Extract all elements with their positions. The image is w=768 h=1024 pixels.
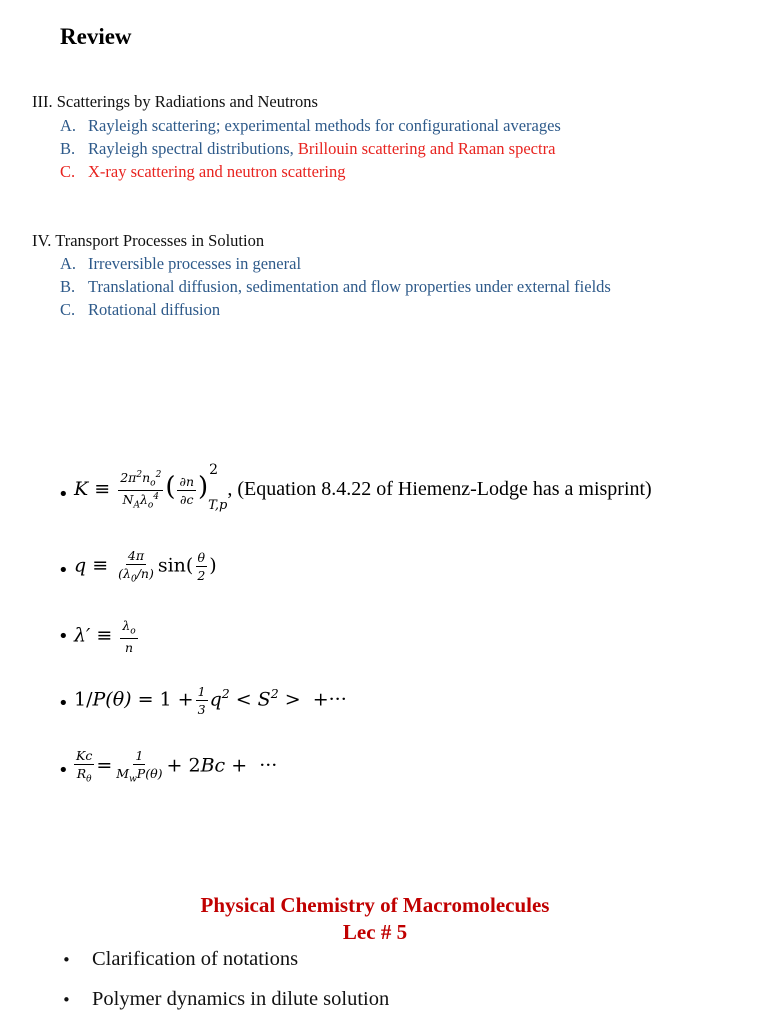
bullet-dot: • xyxy=(58,693,69,714)
item-text: Rayleigh spectral distributions, xyxy=(88,139,294,158)
item-text: Rayleigh scattering; experimental methods for configurational averages xyxy=(88,116,561,135)
bullet-dot: • xyxy=(58,760,69,781)
equation-kc-r: $\frac{Kc}{R_\theta}$ = $\frac{1}{M_wP(\theta)}$ + 2Bc + ··· xyxy=(76,748,278,785)
equation-lambda-prime: λ′ ≡ $\frac{\lambda_o}{n}$ xyxy=(74,618,136,655)
bullet-dot: • xyxy=(58,484,69,505)
lecture-bullet xyxy=(62,988,389,1011)
section-iv-item-c xyxy=(60,300,220,320)
lecture-bullet-text: Polymer dynamics in dilute solution xyxy=(92,988,390,1010)
item-text-highlight: Brillouin scattering and Raman spectra xyxy=(293,139,556,158)
equation-q: q ≡ $\frac{4\pi}{(\lambda_0/n)}$ sin( $\frac{\theta}{2}$ ) xyxy=(74,548,217,585)
bullet-dot: • xyxy=(62,991,71,1009)
page-title: Review xyxy=(60,24,132,49)
section-iii-heading: III. Scatterings by Radiations and Neutrons xyxy=(32,92,318,111)
section-iii-item-b xyxy=(60,139,555,159)
lecture-bullet xyxy=(62,948,298,971)
item-text: X-ray scattering and neutron scattering xyxy=(88,162,346,181)
item-text: Rotational diffusion xyxy=(88,300,221,319)
bullet-dot: • xyxy=(58,560,69,581)
item-number: C. xyxy=(60,162,76,181)
equation-k: K ≡ $\frac{2\pi^2n_o^2}{N_A\lambda_o^4}$ ( $\frac{\partial n}{\partial c}$ ) 2 $_{T,p}$, (Equation 8.4.22 of Hiemenz-Lodge has a misprint) xyxy=(74,462,652,514)
item-number: B. xyxy=(60,277,76,296)
lecture-number: Lec # 5 xyxy=(342,920,408,944)
lecture-title: Physical Chemistry of Macromolecules xyxy=(200,893,550,917)
section-iii-item-a xyxy=(60,116,561,136)
item-number: C. xyxy=(60,300,76,319)
item-text: Irreversible processes in general xyxy=(88,254,302,273)
bullet-dot: • xyxy=(62,951,71,969)
section-iv-item-b xyxy=(60,277,611,297)
section-iv-heading: IV. Transport Processes in Solution xyxy=(32,231,265,250)
section-iv-item-a xyxy=(60,254,301,274)
equation-p-theta: 1/P(θ) = 1 + $\frac{1}{3}$ $q^2 < S^2$ > +··· xyxy=(74,684,347,717)
item-number: A. xyxy=(60,116,77,135)
lecture-bullet-text: Clarification of notations xyxy=(92,948,299,970)
item-text: Translational diffusion, sedimentation and flow properties under external fields xyxy=(88,277,611,296)
bullet-dot: • xyxy=(58,626,69,647)
item-number: A. xyxy=(60,254,77,273)
section-iii-item-c xyxy=(60,162,345,182)
item-number: B. xyxy=(60,139,76,158)
equation-k-note: , (Equation 8.4.22 of Hiemenz-Lodge has a misprint) xyxy=(227,478,652,501)
